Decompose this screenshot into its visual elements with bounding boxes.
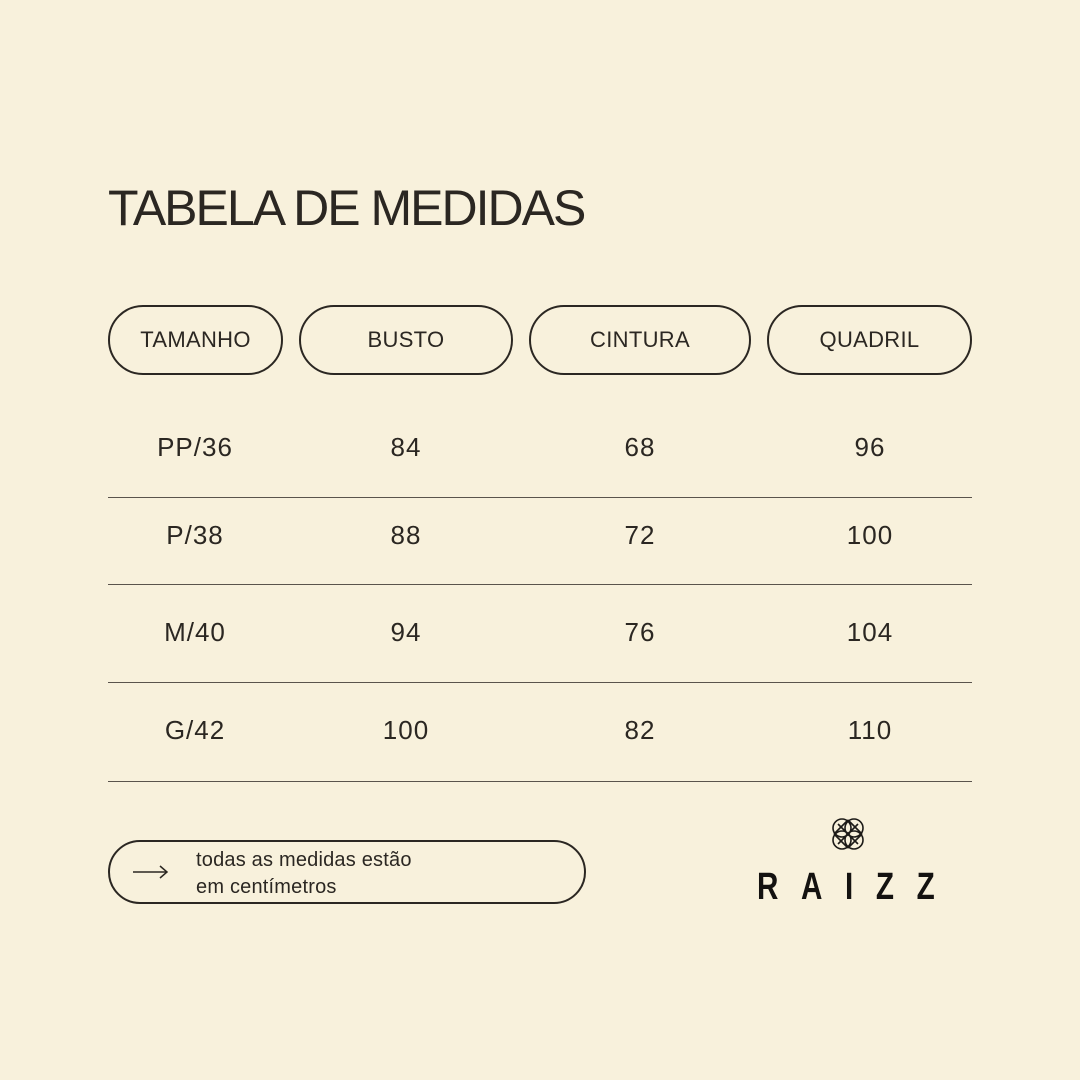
row-divider <box>108 781 972 782</box>
header-tamanho: TAMANHO <box>108 305 283 375</box>
quadril-cell: 100 <box>846 520 894 550</box>
size-cell: PP/36 <box>157 432 233 462</box>
busto-cell: 94 <box>390 617 422 647</box>
quadril-cell: 110 <box>847 715 893 745</box>
brand-knot-icon <box>828 814 868 854</box>
header-quadril: QUADRIL <box>767 305 972 375</box>
header-busto: BUSTO <box>299 305 513 375</box>
busto-cell: 88 <box>390 520 422 550</box>
busto-cell: 84 <box>390 432 422 462</box>
brand-logo: RAIZZ <box>757 866 958 908</box>
size-cell: G/42 <box>164 715 226 745</box>
row-divider <box>108 497 972 498</box>
cintura-cell: 72 <box>624 520 656 550</box>
size-cell: M/40 <box>164 617 226 647</box>
busto-cell: 100 <box>382 715 430 745</box>
quadril-cell: 104 <box>846 617 894 647</box>
cintura-cell: 76 <box>624 617 656 647</box>
cintura-cell: 68 <box>624 432 656 462</box>
quadril-cell: 96 <box>854 432 886 462</box>
units-note-line-2: em centímetros <box>196 876 337 898</box>
arrow-right-icon <box>132 862 170 882</box>
units-note-text <box>196 847 412 901</box>
size-cell: P/38 <box>166 520 224 550</box>
units-note-line-1: todas as medidas estão <box>196 849 412 871</box>
page-title: TABELA DE MEDIDAS <box>108 180 585 236</box>
header-cintura: CINTURA <box>529 305 751 375</box>
row-divider <box>108 682 972 683</box>
cintura-cell: 82 <box>624 715 656 745</box>
row-divider <box>108 584 972 585</box>
units-note <box>108 840 586 904</box>
